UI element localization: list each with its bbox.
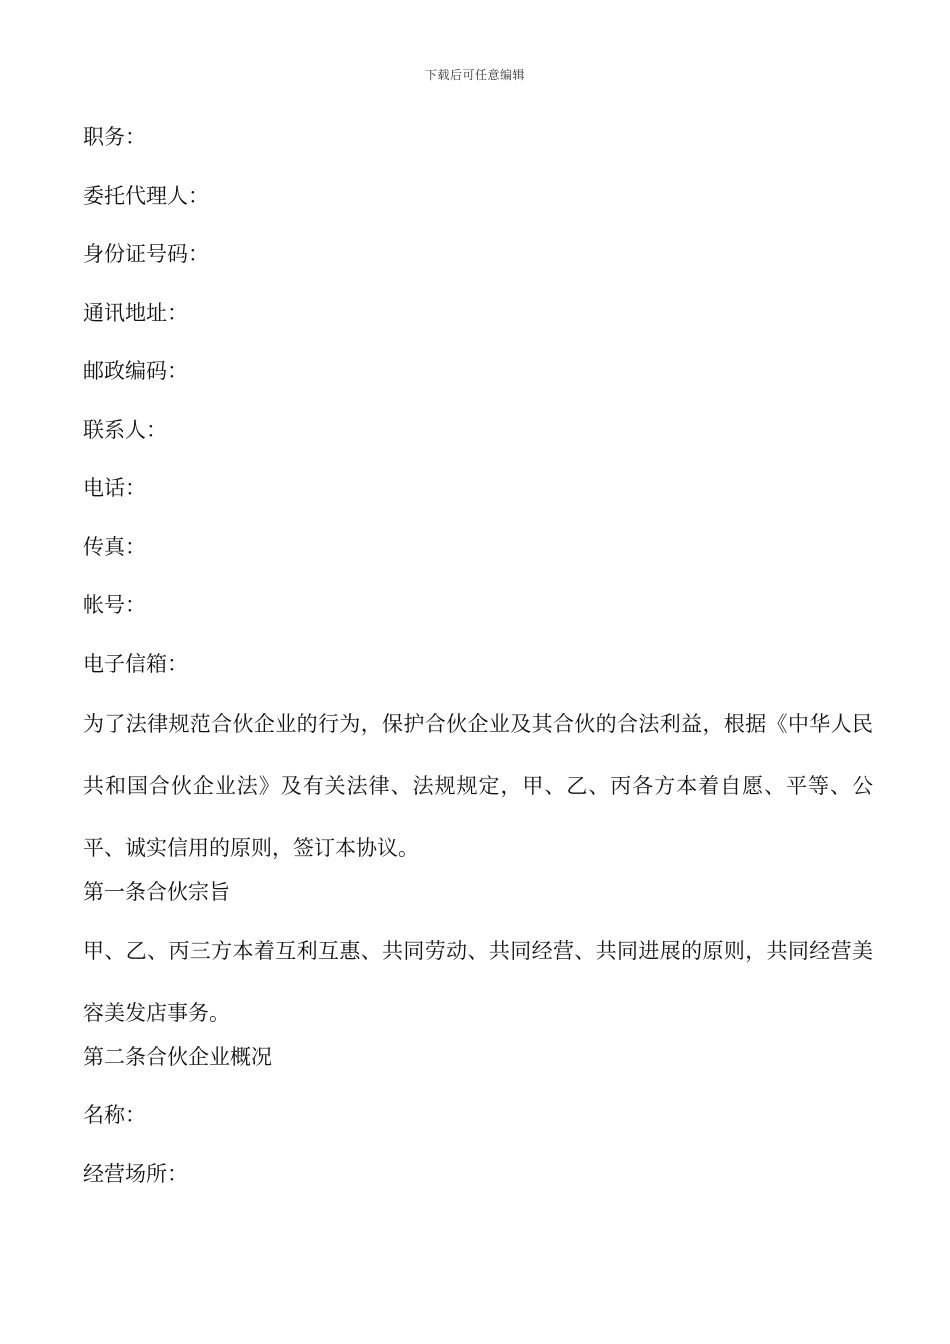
field-address: 通讯地址： xyxy=(83,300,188,325)
field-position: 职务： xyxy=(83,125,146,149)
field-business-place: 经营场所： xyxy=(83,1161,188,1186)
document-body xyxy=(83,120,873,1215)
field-account: 帐号： xyxy=(83,593,146,617)
field-agent: 委托代理人： xyxy=(83,183,209,208)
article-1-title: 第一条合伙宗旨 xyxy=(83,880,230,904)
article-1-body: 甲、乙、丙三方本着互利互惠、共同劳动、共同经营、共同进展的原则，共同经营美容美发店事务。 xyxy=(83,938,873,1025)
field-phone: 电话： xyxy=(83,476,146,500)
page-header-note: 下载后可任意编辑 xyxy=(424,68,525,82)
article-2-title: 第二条合伙企业概况 xyxy=(83,1044,272,1069)
field-id-number: 身份证号码： xyxy=(83,242,209,266)
intro-paragraph: 为了法律规范合伙企业的行为，保护合伙企业及其合伙的合法利益，根据《中华人民共和国合伙企业法》及有关法律、法规规定，甲、乙、丙各方本着自愿、平等、公平、诚实信用的原则，签订本协议。 xyxy=(83,712,873,860)
field-fax: 传真： xyxy=(83,534,146,559)
field-name: 名称： xyxy=(83,1103,146,1127)
field-contact: 联系人： xyxy=(83,417,167,442)
field-postcode: 邮政编码： xyxy=(83,359,188,383)
field-email: 电子信箱： xyxy=(83,651,188,676)
